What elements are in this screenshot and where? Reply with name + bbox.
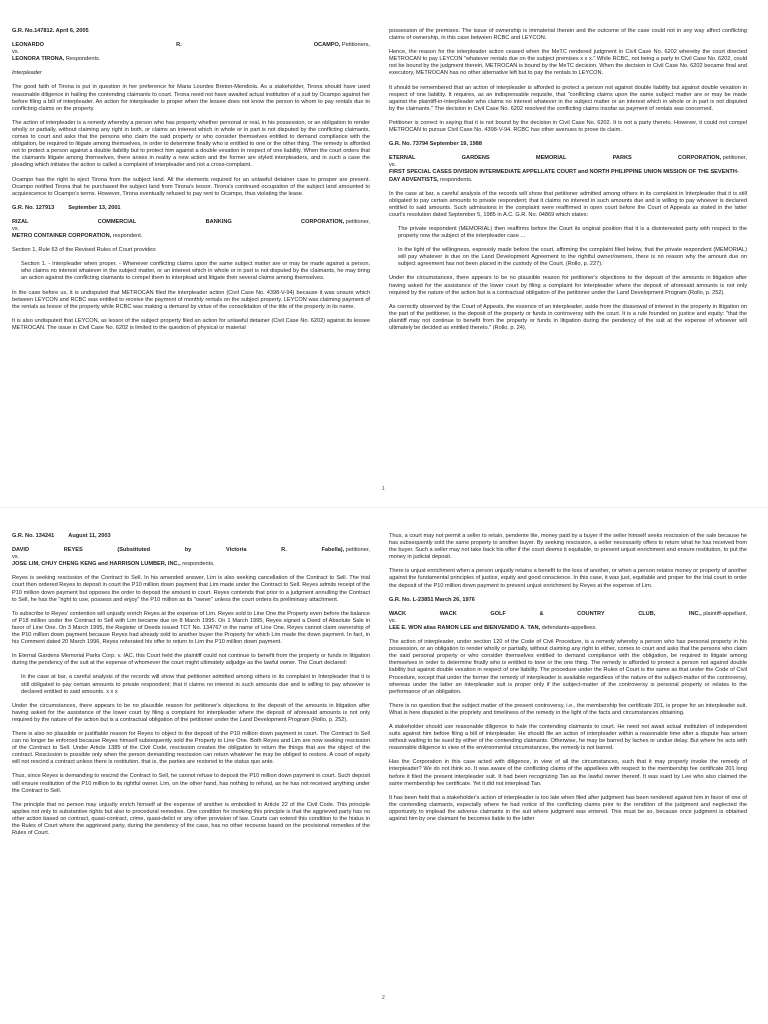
party-word: by (184, 547, 192, 554)
page1-right-column (389, 28, 747, 339)
page2-right-column (389, 533, 747, 830)
respondent-role: respondents. (440, 176, 473, 183)
case-header: G.R. No.147812. April 6, 2005 (12, 28, 89, 34)
party-word: COMMERCIAL (97, 218, 137, 225)
party-word: WACK (389, 610, 407, 617)
paragraph: It should be remembered that an action of interpleader is afforded to protect a person not against double liability but against double vexation in respect of one liability. It requires, as an indispensable requisite, that "conflicting claims upon the same subject matter are or may be made against the plaintiff-in-interpleader who claims no interest whatever in the subject matter or an interest which in whole or in part is not disputed by the claimants." The decision in Civil Case No. 6202 resolved the conflicting claims insofar as payment of rentals was concerned. (389, 84, 747, 112)
page2-left-column (12, 533, 370, 844)
page1-left-column (12, 28, 370, 339)
party-word: CORPORATION, (301, 218, 345, 225)
party-line (389, 611, 747, 618)
party-role: petitioner, (345, 218, 370, 225)
party-word-group (678, 155, 747, 162)
vs-label: vs. (389, 162, 397, 169)
respondent-role: Respondents. (65, 56, 101, 63)
respondent-role: respondent. (112, 233, 143, 240)
case-header: G.R. No. L-23851 March 26, 1976 (389, 596, 475, 603)
paragraph: In the case at bar, a careful analysis of the records will show that petitioner admitted among others in its complaint in Interpleader that it is still obligated to pay certain amounts to private respondent; that it claims no interest in such amounts due and is willing to pay whoever is declared entitled to said amounts. Such admissions in the complaint were reaffirmed in open court before the Court of Appeals as stated in the latter court's resolution dated September 5, 1985 in A.C. G.R. No. 04869 which states: (389, 190, 747, 218)
party-line (389, 155, 747, 162)
party-word-group (321, 547, 370, 554)
party-word: LEONARDO (12, 42, 45, 49)
respondent-name: METRO CONTAINER CORPORATION, (12, 233, 112, 240)
party-word-group (689, 611, 747, 618)
paragraph: In Eternal Gardens Memorial Parks Corp. v. IAC, this Court held the plaintiff could not continue to benefit from the property or funds in litigation during the pendency of the suit at the expense of whomever the court might ultimately adjudge as the lawful owner. The Court declared: (12, 653, 370, 667)
paragraph: To subscribe to Reyes' contention will unjustly enrich Reyes at the expense of Lim. Reyes sold to Line One the Property even before the balance of P18 million under the Contract to Sell with Lim became due on 8 March 1995. On 1 March 1995, Reyes signed a Deed of Absolute Sale in favor of Line One. On 3 March 1995, the Register of Deeds issued TCT No. 134767 in the name of Line One. Reyes cannot claim ownership of the P10 million down payment because Reyes had already sold to another buyer the Property for which Lim made the down payment. In fact, in his Comment dated 20 March 1996, Reyes reiterated his offer to return to Lim the P10 million down payment. (12, 610, 370, 646)
vs-label: vs. (12, 554, 20, 561)
party-role: plaintiff-appellant, (703, 610, 747, 617)
party-word: REYES (63, 547, 83, 554)
party-word: RIZAL (12, 218, 29, 225)
topic-heading: Interpleader (12, 70, 42, 77)
paragraph: The principle that no person may unjustly enrich himself at the expense of another is embodied in Article 22 of the Civil Code. This principle applies not only to substantive rights but also to procedural remedies. One condition for invoking this principle is that the aggrieved party has no other action based on contract, quasi-contract, crime, quasi-delict or any other provision of law. Courts can extend this condition to the hiatus in the Rules of Court where the aggrieved party, during the pendency of the case, has no other recourse based on the provisional remedies of the Rules of Court. (12, 801, 370, 837)
paragraph: The action of interpleader, under section 120 of the Code of Civil Procedure, is a remedy whereby a person who has personal property in his possession, or an obligation to render wholly or partially, without claiming any right to either, comes to court and asks that the persons who claim the said personal property or who consider themselves entitled to demand compliance with the obligation, be required to litigate among themselves in order to determine finally who is entitled to tone or the one thing. The remedy is afforded to protect a person not against double liability but against double vexation in respect of one liability. The procedure under the Rules of Court is the same as that under the Code of Civil Procedure, except that under the former the remedy of interpleader is available regardless of the nature of the subject-matter of the controversy, whereas under the latter an interpleader suit is proper only if the subject-matter of the controversy is personal property or relates to the performance of an obligation. (389, 639, 747, 695)
party-role: petitioner, (345, 547, 370, 554)
paragraph: There is no question that the subject matter of the present controversy, i.e., the membership fee certificate 201, is proper for an interpleader suit. What is here disputed is the propriety and timeliness of the remedy in the light of the facts and circumstances obtaining. (389, 702, 747, 716)
party-line (12, 547, 370, 554)
party-word: MEMORIAL (535, 155, 567, 162)
vs-label: vs. (389, 617, 397, 624)
party-word: PARKS (612, 155, 632, 162)
case-header: G.R. No. 73794 September 19, 1988 (389, 141, 482, 148)
party-word: CORPORATION, (678, 155, 722, 162)
party-word: INC., (688, 610, 702, 617)
party-word: CLUB, (638, 610, 656, 617)
party-line (12, 219, 370, 226)
party-word: COUNTRY (577, 610, 605, 617)
party-word: ETERNAL (389, 155, 416, 162)
party-word: WACK (439, 610, 457, 617)
party-role: petitioner, (722, 155, 747, 162)
document-page-1 (0, 0, 768, 500)
page-number: 1 (382, 486, 385, 492)
party-line (12, 42, 370, 49)
paragraph: Ocampo has the right to eject Tirona from the subject land. All the elements required for an unlawful detainer case to prosper are present. Ocampo notified Tirona that he purchased the subject land from Tirona's lessor. Tirona's continued occupation of the subject land amounted to acquiescence to Ocampo's terms. However, Tirona eventually refused to pay rent to Ocampo, thus violating the lease. (12, 176, 370, 197)
party-word: OCAMPO, (313, 42, 341, 49)
paragraph: Thus, a court may not permit a seller to retain, pendente lite, money paid by a buyer if the seller himself seeks rescission of the sale because he has subsequently sold the same property to another buyer. By seeking rescission, a seller necessarily offers to return what he has received from the buyer. Such a seller may not take back his offer if the court deems it equitable, to prevent unjust enrichment and ensure restitution, to put the money in judicial deposit. (389, 533, 747, 561)
party-word-group (314, 42, 370, 49)
vs-label: vs. (12, 49, 20, 56)
paragraph: Reyes is seeking rescission of the Contract to Sell. In his amended answer, Lim is also seeking cancellation of the Contract to Sell. The trial court then ordered Reyes to deposit in court the P10 million down payment that Lim made under the Contract to Sell. Reyes admits receipt of the P10 million down payment but opposes the order to deposit the amount in court. Reyes contends that prior to a judgment annulling the Contract to Sell, he has the "right to use, possess and enjoy" the P10 million as its "owner" unless the court orders its preliminary attachment. (12, 575, 370, 603)
paragraph: Section 1, Rule 63 of the Revised Rules of Court provides: (12, 247, 157, 254)
respondent-name: LEE E. WON alias RAMON LEE and BIENVENIDO A. TAN, (389, 624, 541, 631)
paragraph: Under the circumstances, there appears to be no plausible reason for petitioner's objections to the deposit of the amounts in litigation after having asked for the assistance of the lower court by filing a complaint for interpleader where the deposit of aforesaid amounts is not only required by the nature of the action but is a contractual obligation of the petitioner under the Land Development Program (Rollo, p. 252). (389, 275, 747, 296)
respondent-line (12, 233, 370, 240)
respondent-line (12, 56, 370, 63)
party-word-group (301, 219, 370, 226)
party-word: R. (281, 547, 287, 554)
block-quote: Section 1. - Interpleader when proper. - Whenever conflicting claims upon the same subject matter are or may be made against a person, who claims no interest whatever in the subject matter, or an interest which in whole or in part is not disputed by the claimants, he may bring an action against the conflicting claimants to compel them to interplead and litigate their several claims among themselves. (21, 261, 370, 282)
respondent-name: FIRST SPECIAL CASES DIVISION INTERMEDIATE APPELLATE COURT and NORTH PHILIPPINE UNION MISSION OF THE SEVENTH-DAY ADVENTISTS, (389, 169, 739, 183)
block-quote: The private respondent (MEMORIAL) then reaffirms before the Court its original position that it is a disinterested party with respect to the property now the subject of the interpleader case ... (398, 225, 747, 240)
page-separator (0, 507, 768, 508)
party-word: & (539, 610, 544, 617)
case-header (12, 205, 370, 212)
paragraph: It is also undisputed that LEYCON, as lessor of the subject property filed an action for unlawful detainer (Civil Case No. 6202) against its lessee METROCAN. The issue in Civil Case No. 6202 is limited to the question of physical or material (12, 317, 370, 331)
paragraph: The action of interpleader is a remedy whereby a person who has property whether personal or real, in his possession, or an obligation to render wholly or partially, without claiming any right in both, or claims an interest which in whole or in part is not disputed by the conflicting claimants, comes to court and asks that the persons who claim the said property or who consider themselves entitled to demand compliance with the obligation, be required to litigate among themselves, in order to determine finally who is entitled to one or the other thing. The remedy is afforded not to protect a person against a double liability but to protect him against a double vexation in respect of one liability. When the court orders that the claimants litigate among themselves, there arises in reality a new action and the former are styled interpleaders, and in such a case the pleading which initiates the action is called a complaint of interpleader and not a cross-complaint. (12, 119, 370, 169)
block-quote: In the light of the willingness, expressly made before the court, affirming the complaint filed below, that the private respondent (MEMORIAL) will pay whatever is due on the Land Development Agreement to the rightful owner/owners, there is no reason why the amount due on subject agreement has not been placed in the custody of the Court. (Rollo, p. 227). (398, 247, 747, 268)
party-word: BANKING (205, 218, 232, 225)
paragraph: The good faith of Tirona is put in question in her preference for Maria Lourdes Breton-Mendiola. As a stakeholder, Tirona should have used reasonable diligence in hailing the contending claimants to court. Tirona need not have awaited actual institution of a suit by Ocampo against her before filing a bill of interpleader. An action for interpleader is proper when the lessee does not know the person to whom to pay rentals due to conflicting claims on the property. (12, 84, 370, 112)
paragraph: Petitioner is correct in saying that it is not bound by the decision in Civil Case No. 6202. It is not a party thereto. However, it could not compel METROCAN to pursue Civil Case No. 4398-V-94. RCBC has other avenues to prove its claim. (389, 119, 747, 134)
paragraph: A stakeholder should use reasonable diligence to hale the contending claimants to court. He need not await actual institution of independent suits against him before filing a bill of interpleader. He should file an action of interpleader within a reasonable time after a dispute has arisen without waiting to be sued by either of the contending claimants. Otherwise, he may be barred by laches or undue delay. But where he acts with reasonable diligence in view of the environmental circumstances, the remedy is not barred. (389, 723, 747, 752)
paragraph: As correctly observed by the Court of Appeals, the essence of an interpleader, aside from the disavowal of interest in the property in litigation on the part of the petitioner, is the deposit of the property or funds in controversy with the court. It is a rule founded on justice and equity: "that the plaintiff may not continue to benefit from the property or funds in litigation during the pendency of the suit at the expense of whoever will ultimately be decided as entitled thereto." (Rollo, p. 24). (389, 303, 747, 331)
paragraph: Hence, the reason for the interpleader action ceased when the MeTC rendered judgment in Civil Case No. 6202 whereby the court directed METROCAN to pay LEYCON "whatever rentals due on the subject premises x x x." While RCBC, not being a party to Civil Case No. 6202, could not be bound by the judgment therein, METROCAN is bound by the MeTC decision. When the decision in Civil Case No. 6202 became final and executory, METROCAN has no other alternative left but to pay the rentals to LEYCON. (389, 49, 747, 77)
block-quote: In the case at bar, a careful analysis of the records will show that petitioner admitted among others in its complaint in Interpleader that it is still obligated to pay certain amounts to private respondent; that it claims no interest in such amounts due and is willing to pay whoever is declared entitled to said amounts. x x x (21, 674, 370, 695)
party-word: Victoria (226, 547, 247, 554)
page-number: 2 (382, 995, 385, 1001)
paragraph: There is unjust enrichment when a person unjustly retains a benefit to the loss of another, or when a person retains money or property of another against the fundamental principles of justice, equity and good conscience. In this case, it was just, equitable and proper for the trial court to order the deposit of the P10 million down payment to prevent unjust enrichment by Reyes at the expense of Lim. (389, 568, 747, 589)
respondent-name: JOSE LIM, CHUY CHENG KENG and HARRISON LUMBER, INC., (12, 561, 181, 568)
party-word: R. (176, 42, 182, 49)
respondent-role: respondents. (182, 561, 215, 568)
case-number: G.R. No. 127913 (12, 204, 55, 211)
case-header (12, 533, 370, 540)
respondent-line (389, 625, 747, 632)
respondent-line (12, 561, 370, 568)
paragraph: Under the circumstances, there appears to be no plausible reason for petitioner's objections to the deposit of the amounts in litigation after having asked for the assistance of the lower court by filing a complaint for interpleader where the deposit of aforesaid amounts is not only required by the nature of the action but is a contractual obligation of the petitioner under the Land Development Program (Rollo, p. 252). (12, 702, 370, 723)
case-number: G.R. No. 134241 (12, 533, 55, 539)
paragraph: There is also no plausible or justifiable reason for Reyes to object to the deposit of the P10 million down payment in court. The Contract to Sell can no longer be enforced because Reyes himself subsequently sold the Property to Line One. Both Reyes and Lim are now seeking rescission of the Contract to Sell. Under Article 1385 of the Civil Code, rescission creates the obligation to return the things that are the object of the contract. Rescission is possible only when the person demanding rescission can return whatever he may be obliged to restore. A court of equity will not rescind a contract unless there is restitution, that is, the parties are restored to the status quo ante. (12, 730, 370, 766)
paragraph: Has the Corporation in this case acted with diligence, in view of all the circumstances, such that it may properly invoke the remedy of interpleader? We do not think so. It was aware of the conflicting claims of the appellees with respect to the membership fee certificate 201 long before it filed the present interpleader suit. It had been recognizing Tan as the lawful owner thereof. It was sued by Lee who also claimed the same membership fee certificate. Yet it did not interplead Tan. (389, 759, 747, 787)
respondent-name: LEONORA TIRONA, (12, 56, 65, 63)
party-role: Petitioners, (342, 42, 370, 49)
case-date: September 13, 2001 (68, 204, 121, 211)
party-word: GARDENS (461, 155, 490, 162)
respondent-role: defendants-appellees. (541, 624, 597, 631)
paragraph: In the case before us, it is undisputed that METROCAN filed the interpleader action (Civil Case No. 4398-V-94) because it was unsure which between LEYCON and RCBC was entitled to receive the payment of monthly rentals on the subject property. LEYCON was claiming payment of the rentals as lessor of the property while RCBC was making a demand by virtue of the consolidation of the title of the property in its name. (12, 289, 370, 310)
party-word: GOLF (490, 610, 506, 617)
party-word: (Substituted (117, 547, 151, 554)
case-date: August 11, 2003 (68, 533, 111, 539)
paragraph: possession of the premises. The issue of ownership is immaterial therein and the outcome of the case could not in any way affect conflicting claims of ownership, in this case between RCBC and LEYCON. (389, 28, 747, 42)
party-word: DAVID (12, 547, 29, 554)
respondent-line (389, 169, 747, 183)
paragraph: It has been held that a stakeholder's action of interpleader is too late when filed after judgment has been rendered against him in favor of one of the contending claimants, especially where he had notice of the conflicting claims prior to the rendition of the judgment and neglected the opportunity to implead the adverse claimants in the suit where judgment was entered. This must be so, because once judgment is obtained against him by one claimant he becomes liable to the latter (389, 794, 747, 822)
paragraph: Thus, since Reyes is demanding to rescind the Contract to Sell, he cannot refuse to deposit the P10 million down payment in court. Such deposit will ensure restitution of the P10 million to its rightful owner. Lim, on the other hand, has nothing to refund, as he has not received anything under the Contract to Sell. (12, 773, 370, 794)
party-word: Fabella), (321, 547, 345, 554)
document-page-2 (0, 515, 768, 1024)
vs-label: vs. (12, 225, 20, 232)
